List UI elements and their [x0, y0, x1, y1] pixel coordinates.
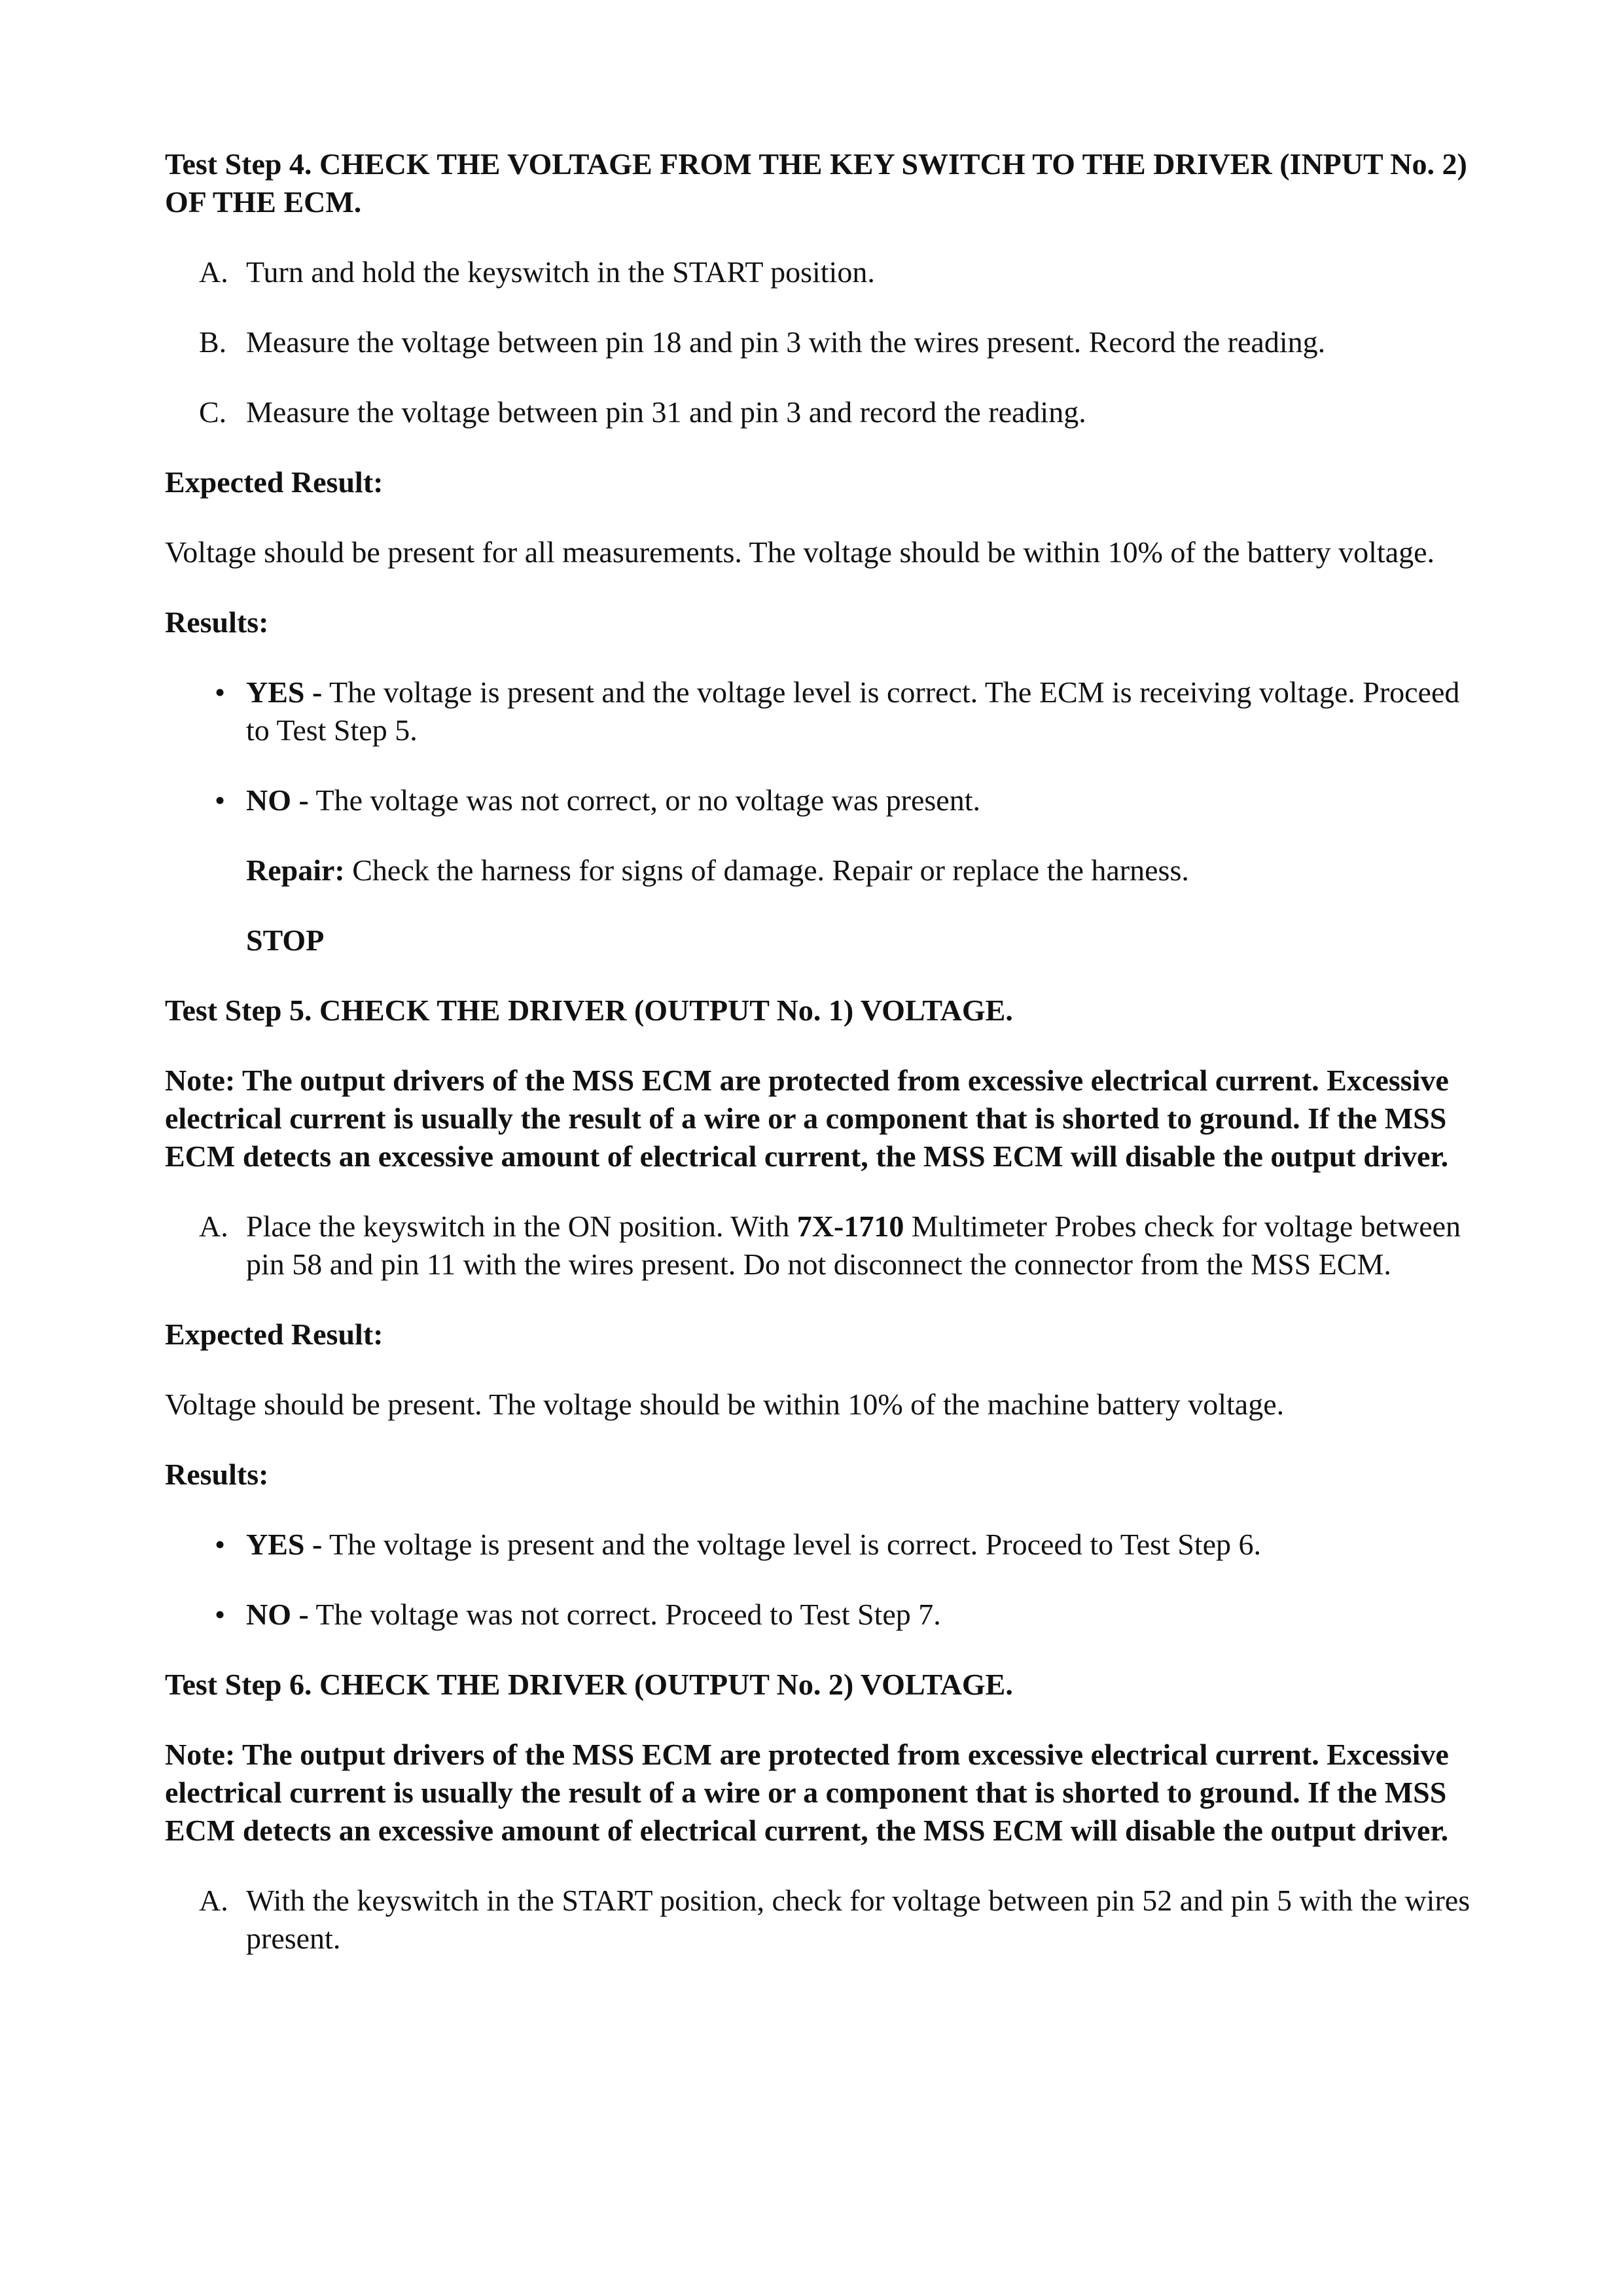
item-letter: A. — [199, 255, 228, 289]
result-text: The voltage was not correct, or no voltage was present. — [315, 783, 980, 817]
item-text-after: Multimeter Probes check for voltage between pin 58 and pin 11 with the wires present. Do not disconnect the connector from the MSS ECM. — [246, 1210, 1461, 1281]
step5-item-a — [165, 1208, 1480, 1283]
item-letter: C. — [199, 395, 227, 429]
item-text: Measure the voltage between pin 18 and pin 3 with the wires present. Record the reading. — [246, 325, 1326, 359]
result-label: YES - — [246, 1528, 323, 1561]
bullet-icon: • — [215, 675, 226, 709]
result-text: The voltage is present and the voltage level is correct. Proceed to Test Step 6. — [329, 1528, 1262, 1561]
step4-item-a — [165, 253, 1480, 291]
item-text: Measure the voltage between pin 31 and pin 3 and record the reading. — [246, 395, 1086, 429]
result-text: The voltage was not correct. Proceed to Test Step 7. — [315, 1598, 941, 1631]
step5-expected-text: Voltage should be present. The voltage should be within 10% of the machine battery voltage. — [165, 1388, 1285, 1421]
document-page — [165, 145, 1480, 1990]
result-text: The voltage is present and the voltage level is correct. The ECM is receiving voltage. Proceed to Test Step 5. — [246, 675, 1460, 747]
item-letter: A. — [199, 1884, 228, 1917]
stop-label: STOP — [246, 924, 325, 957]
repair-text: Check the harness for signs of damage. Repair or replace the harness. — [352, 853, 1189, 887]
bullet-icon: • — [215, 783, 226, 817]
result-label: YES - — [246, 675, 323, 709]
step4-expected-label: Expected Result: — [165, 465, 383, 499]
step4-repair — [165, 852, 1480, 889]
bullet-icon: • — [215, 1528, 226, 1561]
repair-label: Repair: — [246, 853, 345, 887]
result-label: NO - — [246, 783, 309, 817]
step4-results-label: Results: — [165, 605, 269, 639]
step4-expected-text: Voltage should be present for all measurements. The voltage should be within 10% of the battery voltage. — [165, 535, 1435, 569]
item-letter: B. — [199, 325, 227, 359]
bullet-icon: • — [215, 1598, 226, 1631]
step6-item-a — [165, 1882, 1480, 1958]
item-text: Turn and hold the keyswitch in the START position. — [246, 255, 875, 289]
step6-heading: Test Step 6. CHECK THE DRIVER (OUTPUT No. 2) VOLTAGE. — [165, 1668, 1013, 1701]
step4-item-b — [165, 323, 1480, 361]
item-letter: A. — [199, 1210, 228, 1243]
step4-result-no — [165, 781, 1480, 819]
step5-result-yes — [165, 1526, 1480, 1564]
step5-note: Note: The output drivers of the MSS ECM are protected from excessive electrical current. Excessive electrical current is usually the result of a wire or a component that is shorted to ground. If the MSS ECM detects an excessive amount of electrical current, the MSS ECM will disable the output driver. — [165, 1064, 1449, 1173]
step5-result-no — [165, 1596, 1480, 1634]
step5-heading: Test Step 5. CHECK THE DRIVER (OUTPUT No. 1) VOLTAGE. — [165, 994, 1013, 1027]
result-label: NO - — [246, 1598, 309, 1631]
step4-heading: Test Step 4. CHECK THE VOLTAGE FROM THE KEY SWITCH TO THE DRIVER (INPUT No. 2) OF THE ECM. — [165, 147, 1467, 219]
step4-item-c — [165, 393, 1480, 431]
step6-note: Note: The output drivers of the MSS ECM are protected from excessive electrical current. Excessive electrical current is usually the result of a wire or a component that is shorted to ground. If the MSS ECM detects an excessive amount of electrical current, the MSS ECM will disable the output driver. — [165, 1738, 1449, 1847]
part-number: 7X-1710 — [796, 1210, 904, 1243]
item-text: With the keyswitch in the START position, check for voltage between pin 52 and pin 5 with the wires present. — [246, 1884, 1471, 1955]
step5-results-label: Results: — [165, 1458, 269, 1491]
step4-stop — [165, 922, 1480, 960]
step4-result-yes — [165, 673, 1480, 749]
step5-expected-label: Expected Result: — [165, 1318, 383, 1351]
item-text-before: Place the keyswitch in the ON position. With — [246, 1210, 790, 1243]
